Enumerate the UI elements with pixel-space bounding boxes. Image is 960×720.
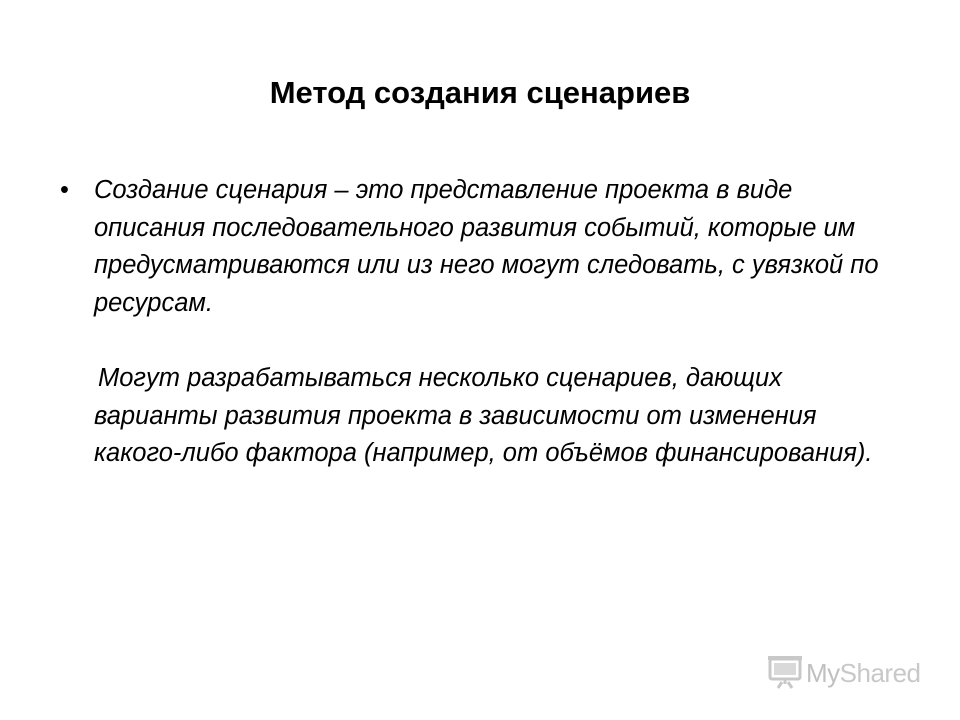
slide-content (60, 172, 900, 473)
myshared-watermark (768, 656, 921, 690)
paragraph-text: Могут разрабатываться несколько сценариев, дающих варианты развития проекта в зависимости от изменения какого-либо фактора (например, от объёмов финансирования). (94, 364, 873, 467)
continuation-paragraph (60, 360, 900, 473)
presentation-board-icon (768, 656, 802, 690)
watermark-text: MyShared (806, 658, 921, 688)
paragraph-text: Создание сценария – это представление проекта в виде описания последовательного развития событий, которые им предусматриваются или из него могут следовать, с увязкой по ресурсам. (94, 176, 879, 317)
bullet-marker: • (60, 176, 69, 204)
bullet-paragraph (60, 172, 900, 322)
slide-title: Метод создания сценариев (269, 75, 691, 110)
